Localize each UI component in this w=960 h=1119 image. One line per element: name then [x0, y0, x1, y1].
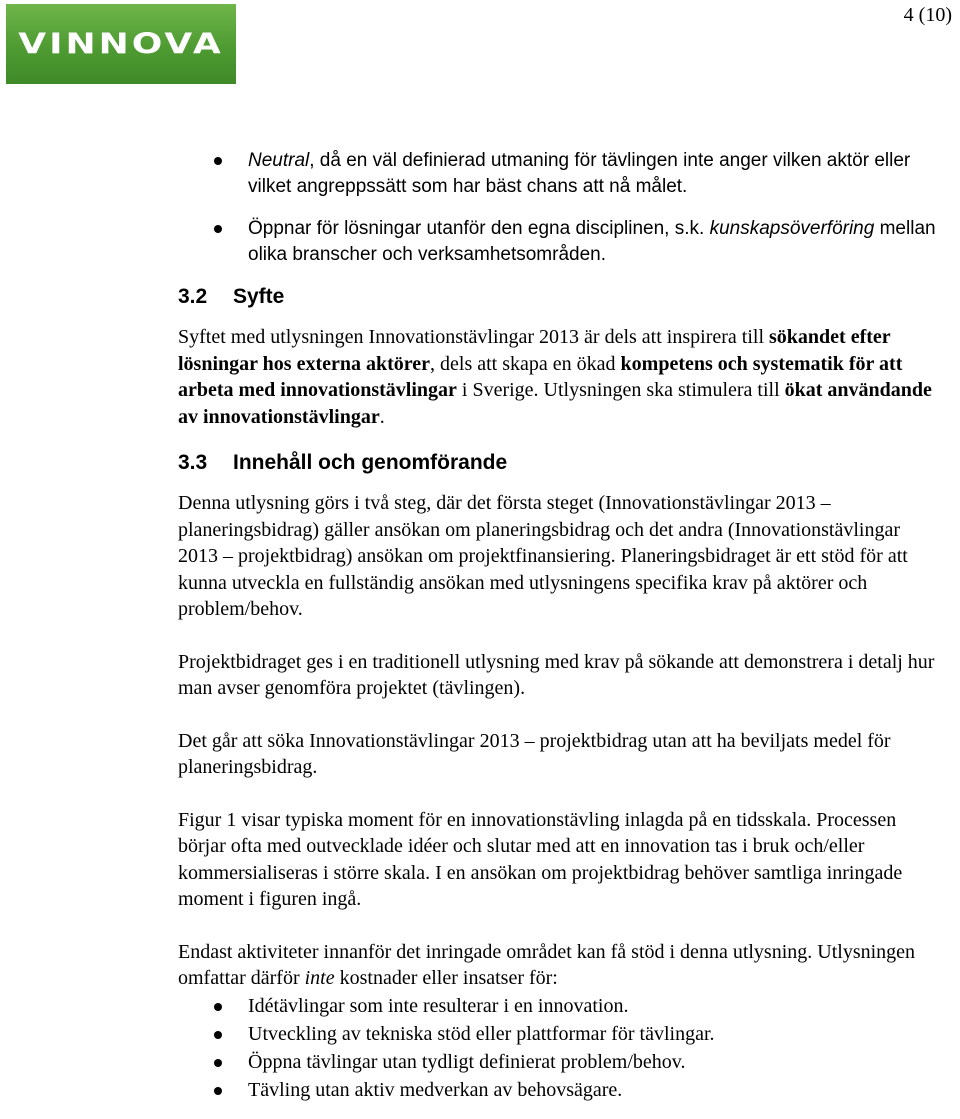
exclusion-bullet-list [178, 992, 938, 1104]
list-item: Utveckling av tekniska stöd eller plattformar för tävlingar. [178, 1020, 938, 1048]
paragraph: Projektbidraget ges i en traditionell utlysning med krav på sökande att demonstrera i detalj hur man avser genomföra projektet (tävlingen). [178, 650, 935, 699]
paragraph: Denna utlysning görs i två steg, där det första steget (Innovationstävlingar 2013 – planeringsbidrag) gäller ansökan om planeringsbidrag och det andra (Innovationstävlingar 2013 – projektbidrag) ansökan om projektfinansiering. Planeringsbidraget är ett stöd för att kunna utveckla en fullständig ansökan med utlysningens specifika krav på aktörer och problem/behov. [178, 492, 908, 620]
paragraph: Endast aktiviteter innanför det inringade området kan få stöd i denna utlysning. Utlysningen omfattar därför inte kostnader eller insatser för: [178, 940, 916, 989]
list-item: Öppnar för lösningar utanför den egna disciplinen, s.k. kunskapsöverföring mellan olika branscher och verksamhetsområden. [178, 216, 938, 268]
document-content [178, 148, 938, 1104]
intro-bullet-list [178, 148, 938, 268]
list-item: Öppna tävlingar utan tydligt definierat problem/behov. [178, 1048, 938, 1076]
vinnova-logo [6, 4, 236, 84]
page-number: 4 (10) [903, 4, 952, 26]
paragraph: Figur 1 visar typiska moment för en innovationstävling inlagda på en tidsskala. Processen börjar ofta med outvecklade idéer och slutar med att en innovation tas i bruk och/eller kommersialiseras i större skala. I en ansökan om projektbidrag behöver samtliga inringade moment i figuren ingå. [178, 808, 903, 910]
list-item: Tävling utan aktiv medverkan av behovsägare. [178, 1076, 938, 1104]
syfte-paragraph: Syftet med utlysningen Innovationstävlingar 2013 är dels att inspirera till sökandet efter lösningar hos externa aktörer, dels att skapa en ökad kompetens och systematik för att arbeta med innovationstävlingar i Sverige. Utlysningen ska stimulera till ökat användande av innovationstävlingar. [178, 326, 932, 428]
section-heading-syfte: 3.2 Syfte [178, 285, 285, 308]
logo-text: VINNOVA [18, 27, 224, 61]
list-item: Neutral, då en väl definierad utmaning för tävlingen inte anger vilken aktör eller vilket angreppssätt som har bäst chans att nå målet. [178, 148, 938, 200]
section-heading-innehall: 3.3 Innehåll och genomförande [178, 451, 508, 474]
list-item: Idétävlingar som inte resulterar i en innovation. [178, 992, 938, 1020]
paragraph: Det går att söka Innovationstävlingar 2013 – projektbidrag utan att ha beviljats medel för planeringsbidrag. [178, 729, 891, 778]
